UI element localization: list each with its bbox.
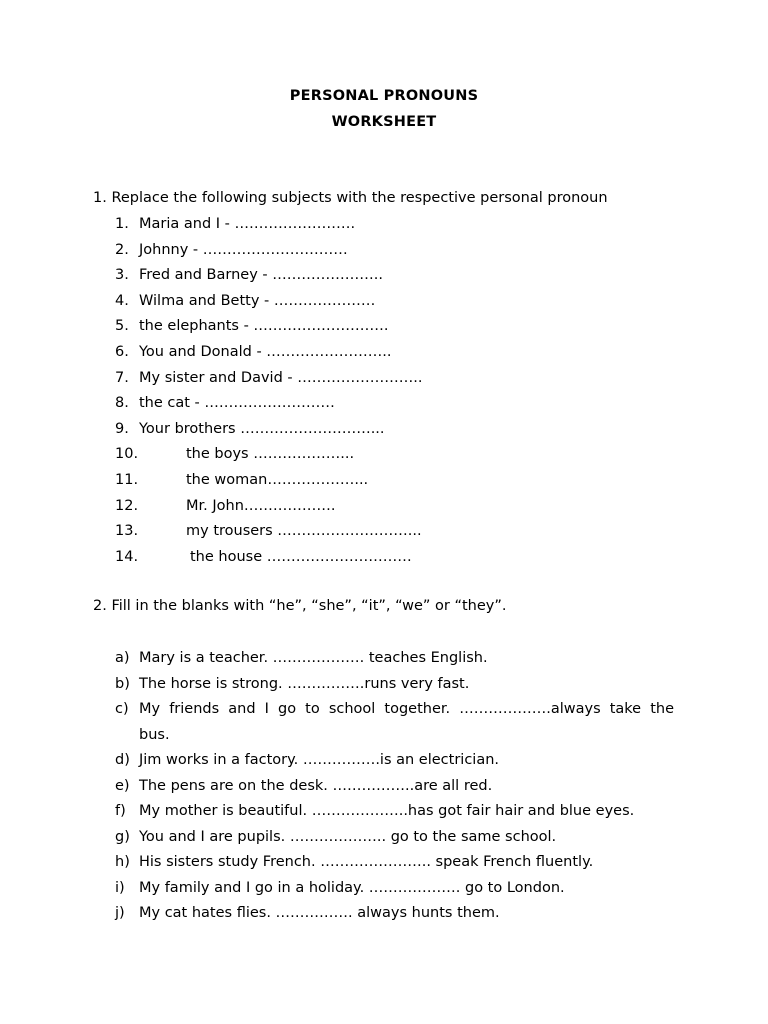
list-item [0, 391, 768, 417]
list-item [0, 314, 768, 340]
list-item [0, 774, 768, 800]
item-letter: d) [115, 752, 130, 768]
list-item [0, 850, 768, 876]
list-item [0, 212, 768, 238]
exercise-1-list [0, 212, 768, 570]
item-number: 7. [115, 369, 129, 386]
item-text: Wilma and Betty - ………………… [139, 292, 376, 309]
item-number: 8. [115, 395, 129, 412]
list-item [0, 263, 768, 289]
list-item [0, 289, 768, 315]
list-item-continuation [0, 723, 768, 749]
item-text-continuation: bus. [139, 726, 170, 743]
item-number: 1. [115, 216, 129, 232]
list-item [0, 825, 768, 851]
list-item [0, 238, 768, 264]
exercise-2-list [0, 646, 768, 927]
item-text: Jim works in a factory. …………….is an electrician. [139, 752, 500, 768]
page-subtitle: WORKSHEET [331, 114, 437, 130]
list-item [0, 799, 768, 825]
item-text: my trousers ………………………... [186, 523, 422, 540]
item-letter: b) [115, 675, 130, 692]
list-item [0, 442, 768, 468]
item-letter: c) [115, 701, 129, 717]
item-letter: a) [115, 650, 130, 666]
item-number: 11. [115, 471, 139, 488]
list-item [0, 417, 768, 443]
item-number: 6. [115, 343, 129, 360]
item-number: 14. [115, 548, 139, 565]
page-title: PERSONAL PRONOUNS [289, 88, 479, 104]
item-text: My cat hates flies. ……………. always hunts them. [139, 905, 500, 921]
item-text: Mary is a teacher. ………………. teaches English. [139, 650, 488, 666]
item-number: 13. [115, 523, 139, 540]
item-text: the boys ………………... [186, 446, 355, 463]
list-item [0, 468, 768, 494]
list-item [0, 901, 768, 927]
list-item [0, 519, 768, 545]
list-item [0, 748, 768, 774]
item-number: 2. [115, 241, 129, 258]
item-letter: g) [115, 828, 130, 845]
item-number: 3. [115, 267, 129, 284]
item-number: 5. [115, 318, 129, 335]
item-letter: e) [115, 777, 130, 794]
list-item [0, 494, 768, 520]
item-text: Your brothers ………………………... [139, 420, 385, 437]
item-text: the woman………………... [186, 471, 369, 488]
list-item [0, 545, 768, 571]
list-item [0, 697, 768, 723]
item-text: My sister and David - …………………….. [139, 369, 423, 386]
item-text: the elephants - ………………………. [139, 318, 389, 335]
item-text: His sisters study French. ………………….. speak French fluently. [139, 854, 594, 870]
item-number: 9. [115, 420, 129, 437]
list-item [0, 672, 768, 698]
list-item [0, 876, 768, 902]
item-text: My mother is beautiful. ………………..has got fair hair and blue eyes. [139, 803, 635, 819]
exercise-2-heading: 2. Fill in the blanks with “he”, “she”, “it”, “we” or “they”. [93, 598, 507, 614]
item-text: My friends and I go to school together. ……………….always take the [139, 701, 674, 717]
item-text: Mr. John………………. [186, 497, 336, 514]
list-item [0, 646, 768, 672]
item-letter: j) [115, 905, 125, 921]
list-item [0, 366, 768, 392]
item-text: The pens are on the desk. ……………..are all red. [139, 777, 493, 794]
item-number: 10. [115, 446, 139, 463]
item-text: Johnny - ………………………… [139, 241, 348, 258]
item-text: the cat - ……………………… [139, 395, 335, 412]
item-letter: h) [115, 854, 130, 870]
item-text: You and Donald - …………………….. [139, 343, 392, 360]
item-letter: f) [115, 803, 126, 819]
item-text: You and I are pupils. ……………….. go to the same school. [139, 828, 557, 845]
item-letter: i) [115, 879, 125, 896]
exercise-1-heading: 1. Replace the following subjects with the respective personal pronoun [93, 190, 608, 206]
item-number: 12. [115, 497, 139, 514]
item-text: My family and I go in a holiday. ………………. go to London. [139, 879, 565, 896]
item-text: Maria and I - ……………………. [139, 216, 356, 232]
item-text: the house ………………………… [190, 548, 412, 565]
item-number: 4. [115, 292, 129, 309]
item-text: The horse is strong. …………….runs very fast. [139, 675, 470, 692]
list-item [0, 340, 768, 366]
item-text: Fred and Barney - ………………….. [139, 267, 383, 284]
